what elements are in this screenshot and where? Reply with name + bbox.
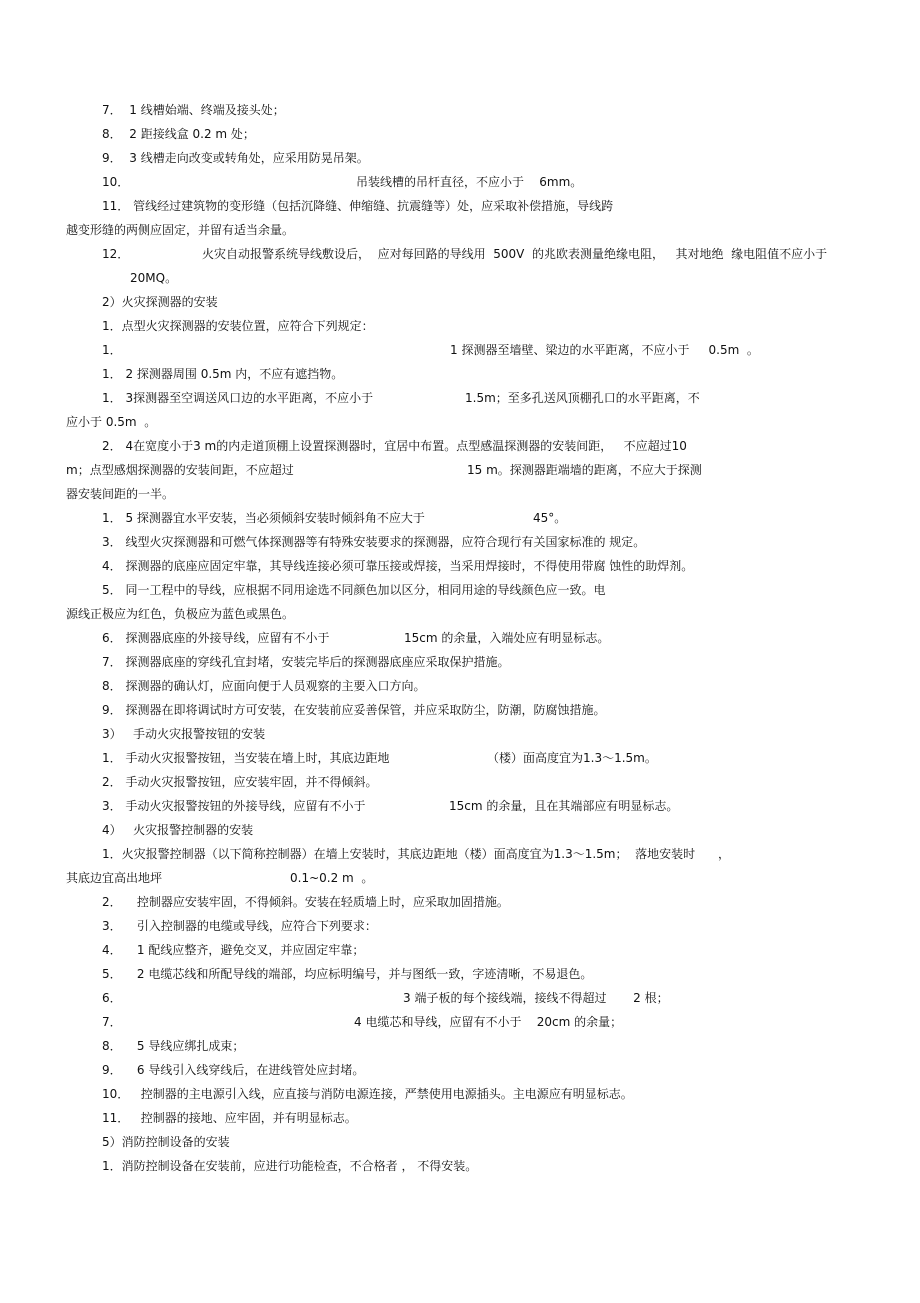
text-line: 2． 手动火灾报警按钮，应安装牢固，并不得倾斜。 bbox=[102, 775, 378, 789]
text-line: 1． 2 探测器周围 0.5m 内，不应有遮挡物。 bbox=[102, 367, 344, 381]
text-line: 1.5m；至多孔送风顶棚孔口的水平距离，不 bbox=[465, 391, 700, 405]
text-line: 15cm 的余量，入端处应有明显标志。 bbox=[404, 631, 610, 645]
text-line: 1 探测器至墙壁、梁边的水平距离，不应小于 0.5m 。 bbox=[450, 343, 759, 357]
text-line: 45°。 bbox=[533, 511, 567, 525]
text-line: 0.1~0.2 m 。 bbox=[290, 871, 374, 885]
text-line: 2）火灾探测器的安装 bbox=[102, 295, 218, 309]
text-line: 5． 2 电缆芯线和所配导线的端部，均应标明编号，并与图纸一致，字迹清晰，不易退色。 bbox=[102, 967, 593, 981]
text-line: 6． bbox=[102, 991, 122, 1005]
text-line: 2． 4在宽度小于3 m的内走道顶棚上设置探测器时，宜居中布置。点型感温探测器的安装间距， 不应超过10 bbox=[102, 439, 687, 453]
text-line: 15 m。探测器距端墙的距离，不应大于探测 bbox=[467, 463, 702, 477]
text-line: m；点型感烟探测器的安装间距，不应超过 bbox=[66, 463, 294, 477]
text-line: 1．火灾报警控制器（以下简称控制器）在墙上安装时，其底边距地（楼）面高度宜为1.3～1.5m； 落地安装时 ， bbox=[102, 847, 731, 861]
text-line: 4 电缆芯和导线，应留有不小于 20cm 的余量； bbox=[354, 1015, 623, 1029]
text-line: 吊装线槽的吊杆直径，不应小于 6mm。 bbox=[356, 175, 583, 189]
text-line: 9． 探测器在即将调试时方可安装，在安装前应妥善保管，并应采取防尘，防潮，防腐蚀措施。 bbox=[102, 703, 606, 717]
text-line: 1．消防控制设备在安装前，应进行功能检查，不合格者 ， 不得安装。 bbox=[102, 1159, 478, 1173]
text-line: 9． 6 导线引入线穿线后，在进线管处应封堵。 bbox=[102, 1063, 365, 1077]
text-line: 9． 3 线槽走向改变或转角处，应采用防晃吊架。 bbox=[102, 151, 369, 165]
text-line: 5）消防控制设备的安装 bbox=[102, 1135, 230, 1149]
text-line: 越变形缝的两侧应固定，并留有适当余量。 bbox=[66, 223, 295, 237]
text-line: 8． 2 距接线盒 0.2 m 处； bbox=[102, 127, 255, 141]
text-line: 器安装间距的一半。 bbox=[66, 487, 175, 501]
text-line: 11． 管线经过建筑物的变形缝（包括沉降缝、伸缩缝、抗震缝等）处，应采取补偿措施，导线跨 bbox=[102, 199, 614, 213]
text-line: 8． 探测器的确认灯，应面向便于人员观察的主要入口方向。 bbox=[102, 679, 426, 693]
text-line: 7． 1 线槽始端、终端及接头处； bbox=[102, 103, 285, 117]
text-line: 3． 线型火灾探测器和可燃气体探测器等有特殊安装要求的探测器，应符合现行有关国家标准的 规定。 bbox=[102, 535, 646, 549]
text-line: 8． 5 导线应绑扎成束； bbox=[102, 1039, 245, 1053]
text-line: 11． 控制器的接地、应牢固，并有明显标志。 bbox=[102, 1111, 357, 1125]
text-line: 其底边宜高出地坪 bbox=[66, 871, 163, 885]
text-line: 2． 控制器应安装牢固，不得倾斜。安装在轻质墙上时，应采取加固措施。 bbox=[102, 895, 509, 909]
text-line: 10． 控制器的主电源引入线，应直接与消防电源连接，严禁使用电源插头。主电源应有明显标志。 bbox=[102, 1087, 633, 1101]
text-line: （楼）面高度宜为1.3～1.5m。 bbox=[487, 751, 657, 765]
text-line: 6． 探测器底座的外接导线，应留有不小于 bbox=[102, 631, 330, 645]
text-line: 1． 5 探测器宜水平安装，当必须倾斜安装时倾斜角不应大于 bbox=[102, 511, 425, 525]
text-line: 1． bbox=[102, 343, 122, 357]
text-line: 1． 手动火灾报警按钮，当安装在墙上时，其底边距地 bbox=[102, 751, 390, 765]
text-line: 3 端子板的每个接线端，接线不得超过 2 根； bbox=[403, 991, 669, 1005]
text-line: 10． bbox=[102, 175, 130, 189]
text-line: 15cm 的余量，且在其端部应有明显标志。 bbox=[449, 799, 679, 813]
text-line: 4． 1 配线应整齐，避免交叉，并应固定牢靠； bbox=[102, 943, 365, 957]
text-line: 1．点型火灾探测器的安装位置，应符合下列规定： bbox=[102, 319, 374, 333]
text-line: 1． 3探测器至空调送风口边的水平距离，不应小于 bbox=[102, 391, 374, 405]
text-line: 4） 火灾报警控制器的安装 bbox=[102, 823, 254, 837]
text-line: 源线正极应为红色，负极应为蓝色或黑色。 bbox=[66, 607, 295, 621]
text-line: 3） 手动火灾报警按钮的安装 bbox=[102, 727, 266, 741]
text-line: 12． bbox=[102, 247, 130, 261]
text-line: 7． bbox=[102, 1015, 122, 1029]
text-line: 火灾自动报警系统导线敷设后， 应对每回路的导线用 500V 的兆欧表测量绝缘电阻， 其对地绝 缘电阻值不应小于 bbox=[202, 247, 828, 261]
text-line: 3． 引入控制器的电缆或导线，应符合下列要求： bbox=[102, 919, 377, 933]
text-line: 20MQ。 bbox=[130, 271, 178, 285]
text-line: 3． 手动火灾报警按钮的外接导线，应留有不小于 bbox=[102, 799, 366, 813]
text-line: 5． 同一工程中的导线，应根据不同用途选不同颜色加以区分，相同用途的导线颜色应一致。电 bbox=[102, 583, 606, 597]
text-line: 应小于 0.5m 。 bbox=[66, 415, 157, 429]
text-line: 7． 探测器底座的穿线孔宜封堵，安装完毕后的探测器底座应采取保护措施。 bbox=[102, 655, 510, 669]
text-line: 4． 探测器的底座应固定牢靠，其导线连接必须可靠压接或焊接，当采用焊接时，不得使用带腐 蚀性的助焊剂。 bbox=[102, 559, 694, 573]
